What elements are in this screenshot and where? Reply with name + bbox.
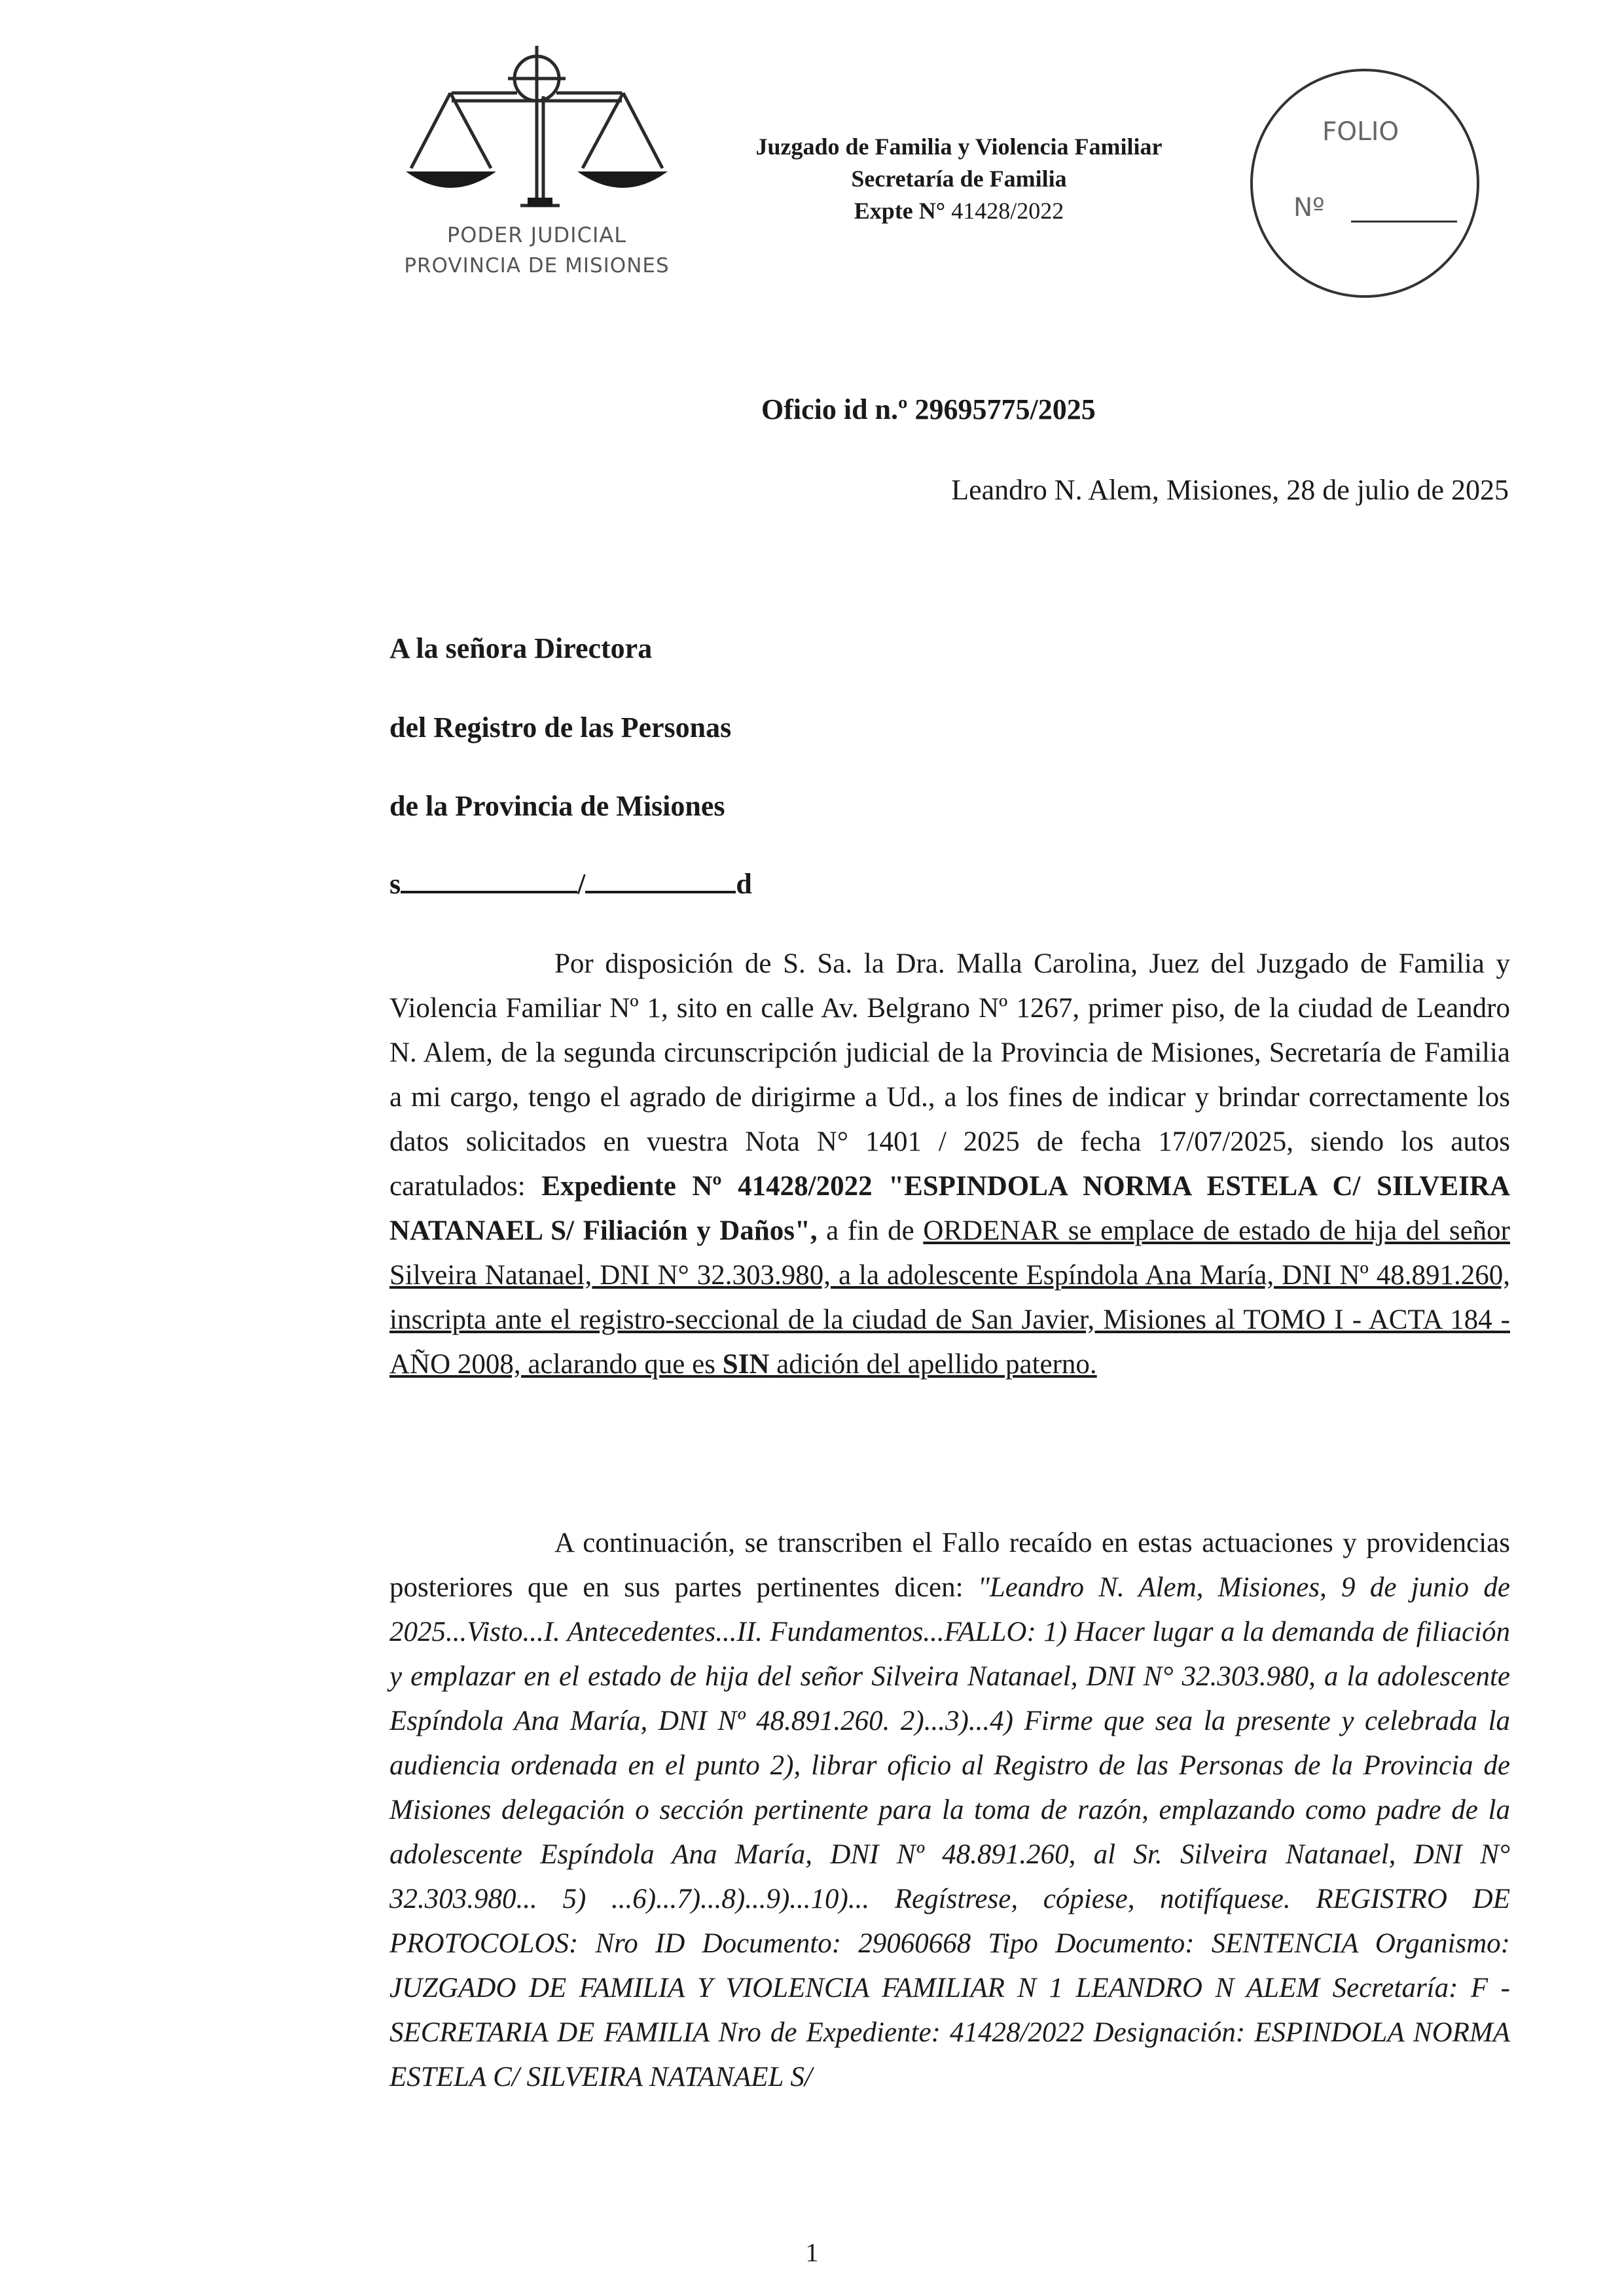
- sd-s: s: [389, 868, 401, 900]
- p1-order-sin: SIN: [722, 1349, 770, 1380]
- folio-stamp: [1250, 69, 1479, 298]
- p1-mid: a fin de: [817, 1215, 924, 1246]
- body-paragraph-2: [389, 1521, 1510, 2100]
- judicial-seal-logo: [393, 41, 681, 289]
- sd-line: [389, 867, 752, 901]
- sd-slash: /: [577, 868, 586, 900]
- expte-number: 41428/2022: [951, 198, 1064, 224]
- addressee-line1: A la señora Directora: [389, 632, 653, 664]
- body-paragraph-1: [389, 942, 1510, 1387]
- secretariat-name: Secretaría de Familia: [851, 166, 1067, 192]
- court-header: [687, 131, 1231, 227]
- folio-number-label: Nº: [1293, 193, 1325, 223]
- folio-label: FOLIO: [1322, 117, 1399, 147]
- court-name: Juzgado de Familia y Violencia Familiar: [755, 134, 1163, 160]
- sd-d: d: [736, 868, 752, 900]
- sd-blank-1: [401, 867, 577, 893]
- p1-order-b: adición del apellido paterno.: [769, 1349, 1097, 1380]
- folio-blank-line: [1351, 221, 1457, 223]
- addressee-line2: del Registro de las Personas: [389, 711, 732, 744]
- expte-label: Expte N°: [854, 198, 946, 224]
- page-number: 1: [805, 2238, 819, 2267]
- p1-order-a: ORDENAR se emplace de estado de hija del señor Silveira Natanael, DNI N° 32.303.980, a la adolescente Espíndola Ana María, DNI Nº 48.891.260, inscripta ante el registro-seccional de la ciudad de San Javier, Misiones al TOMO I - ACTA 184 - AÑO 2008, aclarando que es: [389, 1215, 1510, 1380]
- seal-text-line2: PROVINCIA DE MISIONES: [404, 254, 670, 278]
- p2-quote: "Leandro N. Alem, Misiones, 9 de junio de 2025...Visto...I. Antecedentes...II. Fundamentos...FALLO: 1) Hacer lugar a la demanda de filiación y emplazar en el estado de hija del señor Silveira Natanael, DNI N° 32.303.980, a la adolescente Espíndola Ana María, DNI Nº 48.891.260. 2)...3)...4) Firme que sea la presente y celebrada la audiencia ordenada en el punto 2), librar oficio al Registro de las Personas de la Provincia de Misiones delegación o sección pertinente para la toma de razón, emplazando como padre de la adolescente Espíndola Ana María, DNI Nº 48.891.260, al Sr. Silveira Natanael, DNI N° 32.303.980... 5) ...6)...7)...8)...9)...10)... Regístrese, cópiese, notifíquese. REGISTRO DE PROTOCOLOS: Nro ID Documento: 29060668 Tipo Documento: SENTENCIA Organismo: JUZGADO DE FAMILIA Y VIOLENCIA FAMILIAR N 1 LEANDRO N ALEM Secretaría: F - SECRETARIA DE FAMILIA Nro de Expediente: 41428/2022 Designación: ESPINDOLA NORMA ESTELA C/ SILVEIRA NATANAEL S/: [389, 1572, 1510, 2092]
- oficio-id: Oficio id n.º 29695775/2025: [761, 393, 1096, 425]
- place-date: Leandro N. Alem, Misiones, 28 de julio de 2025: [951, 474, 1509, 506]
- sd-blank-2: [585, 867, 736, 893]
- p1-intro: Por disposición de S. Sa. la Dra. Malla Carolina, Juez del Juzgado de Familia y Violencia Familiar Nº 1, sito en calle Av. Belgrano Nº 1267, primer piso, de la ciudad de Leandro N. Alem, de la segunda circunscripción judicial de la Provincia de Misiones, Secretaría de Familia a mi cargo, tengo el agrado de dirigirme a Ud., a los fines de indicar y brindar correctamente los datos solicitados en vuestra Nota N° 1401 / 2025 de fecha 17/07/2025, siendo los autos caratulados:: [389, 948, 1510, 1202]
- p1-case-title: Expediente Nº 41428/2022 "ESPINDOLA NORMA ESTELA C/ SILVEIRA NATANAEL S/ Filiación y Daños",: [389, 1171, 1510, 1246]
- p2-intro: A continuación, se transcriben el Fallo recaído en estas actuaciones y providencias posteriores que en sus partes pertinentes dicen:: [389, 1528, 1510, 1603]
- scales-of-justice-icon: [393, 41, 681, 224]
- seal-text-line1: PODER JUDICIAL: [446, 223, 627, 247]
- addressee-line3: de la Provincia de Misiones: [389, 790, 725, 822]
- expte-line: [687, 195, 1231, 227]
